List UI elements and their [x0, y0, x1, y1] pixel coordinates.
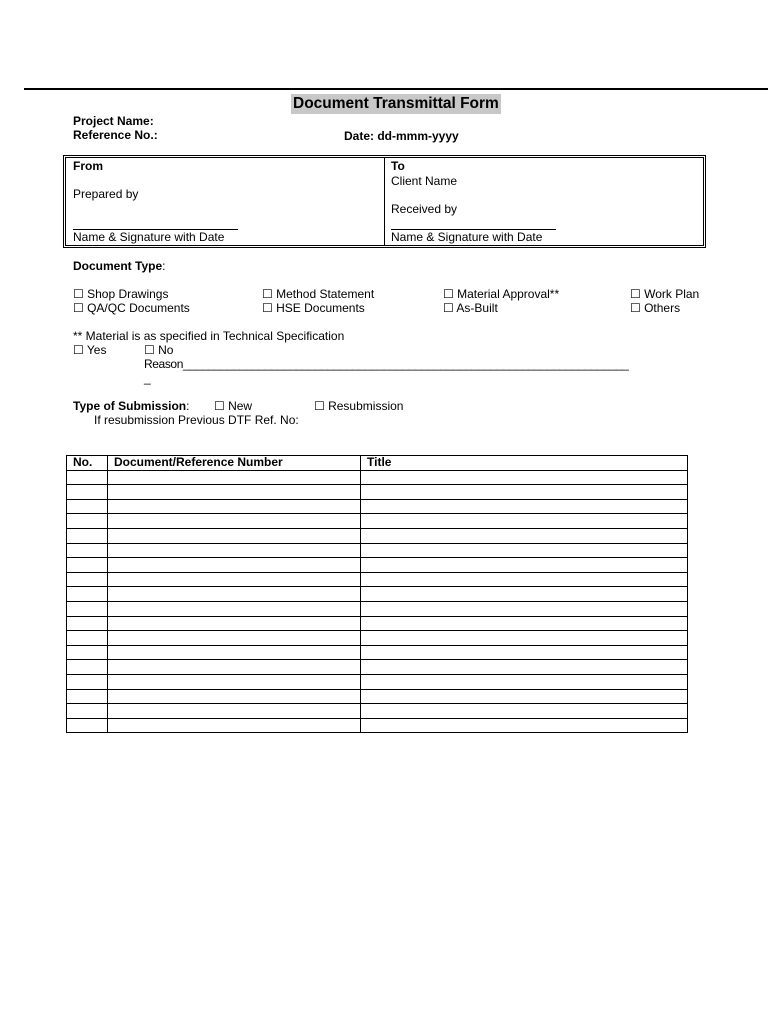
cell-title[interactable] — [361, 718, 688, 733]
table-row — [67, 470, 688, 485]
cell-title[interactable] — [361, 689, 688, 704]
checkbox-work-plan[interactable]: ☐ Work Plan — [630, 287, 700, 301]
cell-document-number[interactable] — [108, 616, 361, 631]
cell-no[interactable] — [67, 704, 108, 719]
cell-no[interactable] — [67, 587, 108, 602]
cell-document-number[interactable] — [108, 660, 361, 675]
table-row — [67, 704, 688, 719]
cell-no[interactable] — [67, 645, 108, 660]
reason-continuation: _ — [144, 371, 151, 385]
table-row — [67, 572, 688, 587]
cell-document-number[interactable] — [108, 528, 361, 543]
table-row — [67, 718, 688, 733]
cell-title[interactable] — [361, 601, 688, 616]
checkbox-no[interactable]: ☐ No — [144, 343, 174, 357]
cell-title[interactable] — [361, 543, 688, 558]
project-name-label: Project Name: — [73, 114, 154, 128]
cell-title[interactable] — [361, 645, 688, 660]
cell-document-number[interactable] — [108, 645, 361, 660]
checkbox-resubmission[interactable]: ☐ Resubmission — [314, 399, 404, 413]
top-horizontal-rule — [24, 88, 768, 90]
cell-no[interactable] — [67, 514, 108, 529]
cell-title[interactable] — [361, 485, 688, 500]
cell-document-number[interactable] — [108, 631, 361, 646]
cell-document-number[interactable] — [108, 543, 361, 558]
cell-no[interactable] — [67, 543, 108, 558]
cell-title[interactable] — [361, 470, 688, 485]
cell-no[interactable] — [67, 660, 108, 675]
checkbox-as-built[interactable]: ☐ As-Built — [443, 301, 498, 315]
table-row — [67, 558, 688, 573]
document-type-colon: : — [162, 259, 166, 273]
checkbox-material-approval[interactable]: ☐ Material Approval** — [443, 287, 560, 301]
cell-document-number[interactable] — [108, 704, 361, 719]
checkbox-hse-documents[interactable]: ☐ HSE Documents — [262, 301, 365, 315]
from-heading: From — [73, 159, 103, 173]
cell-title[interactable] — [361, 674, 688, 689]
table-row — [67, 601, 688, 616]
table-body — [67, 470, 688, 733]
table-row — [67, 645, 688, 660]
previous-dtf-ref-label: If resubmission Previous DTF Ref. No: — [94, 413, 299, 427]
from-to-divider — [384, 158, 385, 245]
cell-document-number[interactable] — [108, 674, 361, 689]
to-signature-caption: Name & Signature with Date — [391, 230, 543, 244]
checkbox-others[interactable]: ☐ Others — [630, 301, 681, 315]
cell-no[interactable] — [67, 470, 108, 485]
from-to-box — [65, 157, 704, 246]
date-label: Date: dd-mmm-yyyy — [344, 129, 459, 143]
cell-document-number[interactable] — [108, 514, 361, 529]
cell-no[interactable] — [67, 674, 108, 689]
table-row — [67, 543, 688, 558]
material-note: ** Material is as specified in Technical Specification — [73, 329, 345, 343]
cell-title[interactable] — [361, 587, 688, 602]
cell-document-number[interactable] — [108, 499, 361, 514]
column-header-title: Title — [361, 456, 688, 471]
table-row — [67, 689, 688, 704]
document-type-heading — [73, 259, 165, 273]
cell-no[interactable] — [67, 718, 108, 733]
table-row — [67, 528, 688, 543]
cell-title[interactable] — [361, 660, 688, 675]
cell-title[interactable] — [361, 528, 688, 543]
to-heading: To — [391, 159, 405, 173]
cell-no[interactable] — [67, 616, 108, 631]
reference-number-label: Reference No.: — [73, 128, 158, 142]
table-row — [67, 587, 688, 602]
reason-field[interactable]: Reason_______________________________________________________________________ — [144, 357, 629, 371]
cell-no[interactable] — [67, 631, 108, 646]
cell-title[interactable] — [361, 558, 688, 573]
cell-title[interactable] — [361, 631, 688, 646]
table-row — [67, 660, 688, 675]
cell-no[interactable] — [67, 558, 108, 573]
submission-heading — [73, 399, 189, 413]
cell-title[interactable] — [361, 704, 688, 719]
form-title: Document Transmittal Form — [293, 95, 499, 112]
from-signature-caption: Name & Signature with Date — [73, 230, 225, 244]
cell-document-number[interactable] — [108, 601, 361, 616]
checkbox-method-statement[interactable]: ☐ Method Statement — [262, 287, 375, 301]
cell-title[interactable] — [361, 514, 688, 529]
received-by-label: Received by — [391, 202, 458, 216]
cell-no[interactable] — [67, 499, 108, 514]
checkbox-yes[interactable]: ☐ Yes — [73, 343, 107, 357]
document-table — [66, 455, 688, 733]
cell-no[interactable] — [67, 572, 108, 587]
cell-no[interactable] — [67, 601, 108, 616]
cell-no[interactable] — [67, 528, 108, 543]
checkbox-shop-drawings[interactable]: ☐ Shop Drawings — [73, 287, 169, 301]
cell-document-number[interactable] — [108, 485, 361, 500]
checkbox-qaqc-documents[interactable]: ☐ QA/QC Documents — [73, 301, 190, 315]
cell-document-number[interactable] — [108, 718, 361, 733]
table-row — [67, 514, 688, 529]
cell-no[interactable] — [67, 485, 108, 500]
table-row — [67, 616, 688, 631]
cell-document-number[interactable] — [108, 572, 361, 587]
cell-no[interactable] — [67, 689, 108, 704]
submission-colon: : — [186, 399, 190, 413]
cell-document-number[interactable] — [108, 558, 361, 573]
cell-title[interactable] — [361, 572, 688, 587]
checkbox-new[interactable]: ☐ New — [214, 399, 253, 413]
prepared-by-label: Prepared by — [73, 187, 139, 201]
submission-label: Type of Submission — [73, 399, 187, 413]
table-header-row — [67, 456, 688, 471]
table-row — [67, 499, 688, 514]
document-type-label: Document Type — [73, 259, 163, 273]
column-header-no: No. — [67, 456, 108, 471]
table-row — [67, 631, 688, 646]
cell-title[interactable] — [361, 499, 688, 514]
client-name-label: Client Name — [391, 174, 458, 188]
table-row — [67, 485, 688, 500]
cell-document-number[interactable] — [108, 689, 361, 704]
cell-document-number[interactable] — [108, 470, 361, 485]
table-row — [67, 674, 688, 689]
cell-document-number[interactable] — [108, 587, 361, 602]
column-header-document-number: Document/Reference Number — [108, 456, 361, 471]
cell-title[interactable] — [361, 616, 688, 631]
